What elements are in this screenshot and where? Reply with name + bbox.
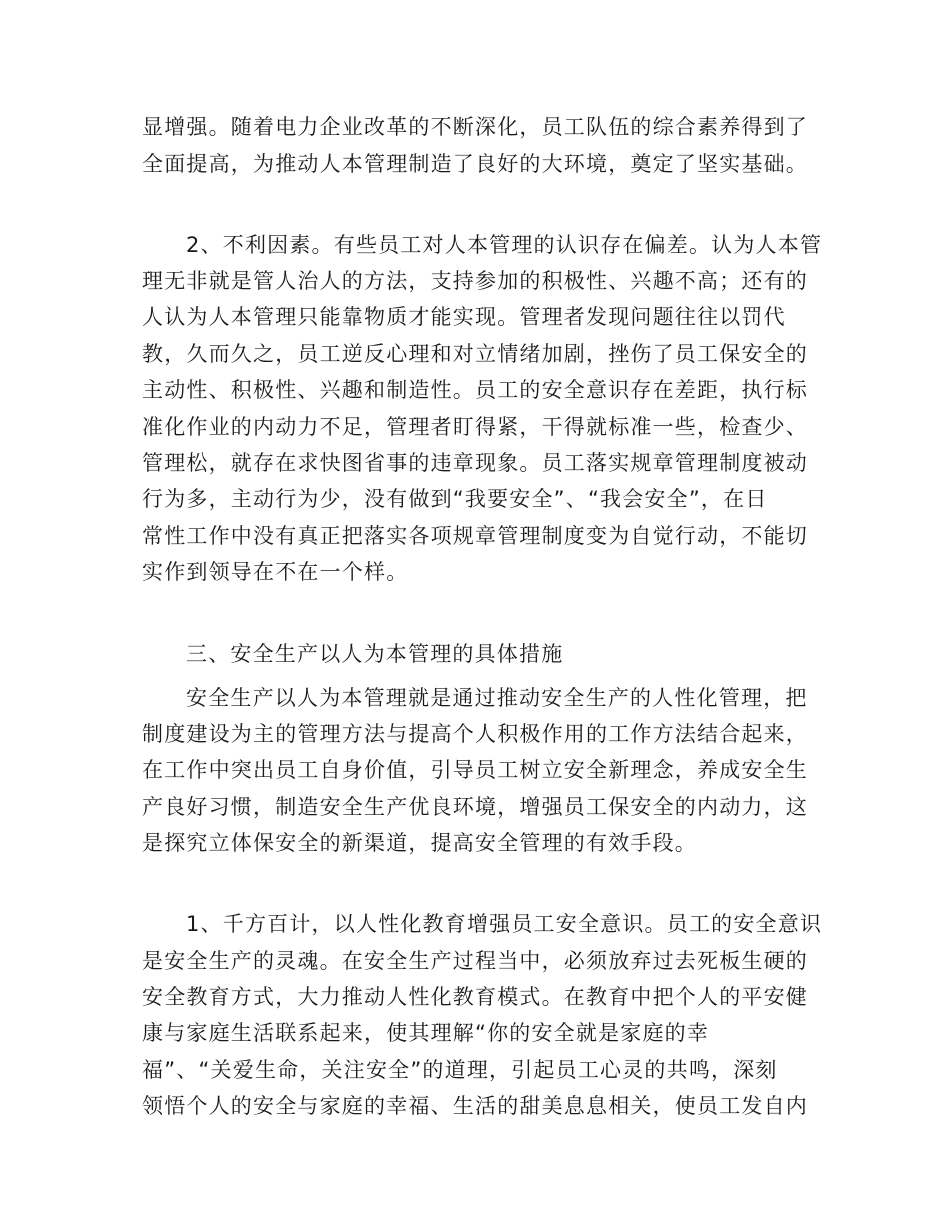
paragraph-2-line-8: 行为多，主动行为少，没有做到“我要安全”、“我会安全”，在日 (142, 487, 768, 511)
paragraph-2-line-6: 准化作业的内动力不足，管理者盯得紧，干得就标准一些，检查少、 (142, 415, 808, 439)
paragraph-1-line-2: 全面提高，为推动人本管理制造了良好的大环境，奠定了坚实基础。 (142, 152, 808, 176)
paragraph-2-line-9: 常性工作中没有真正把落实各项规章管理制度变为自觉行动，不能切 (142, 524, 808, 548)
paragraph-2-line-1: 2、不利因素。有些员工对人本管理的认识存在偏差。认为人本管 (186, 233, 823, 257)
paragraph-2-line-4: 教，久而久之，员工逆反心理和对立情绪加剧，挫伤了员工保安全的 (142, 342, 808, 366)
section-heading: 三、安全生产以人为本管理的具体措施 (186, 642, 564, 666)
paragraph-4-line-5: 福”、“关爱生命，关注安全”的道理，引起员工心灵的共鸣，深刻 (142, 1058, 778, 1082)
paragraph-4-line-3: 安全教育方式，大力推动人性化教育模式。在教育中把个人的平安健 (142, 985, 808, 1009)
paragraph-2-line-3: 人认为人本管理只能靠物质才能实现。管理者发现问题往往以罚代 (142, 305, 786, 329)
paragraph-3-line-5: 是探究立体保安全的新渠道，提高安全管理的有效手段。 (142, 831, 697, 855)
paragraph-4-line-1: 1、千方百计，以人性化教育增强员工安全意识。员工的安全意识 (186, 912, 823, 936)
paragraph-1-line-1: 显增强。随着电力企业改革的不断深化，员工队伍的综合素养得到了 (142, 115, 808, 139)
paragraph-2-line-10: 实作到领导在不在一个样。 (142, 560, 409, 584)
paragraph-2-line-5: 主动性、积极性、兴趣和制造性。员工的安全意识存在差距，执行标 (142, 378, 808, 402)
paragraph-2-line-7: 管理松，就存在求快图省事的违章现象。员工落实规章管理制度被动 (142, 451, 808, 475)
paragraph-2-line-2: 理无非就是管人治人的方法，支持参加的积极性、兴趣不高；还有的 (142, 269, 808, 293)
paragraph-4-line-4: 康与家庭生活联系起来，使其理解“你的安全就是家庭的幸 (142, 1021, 710, 1045)
paragraph-3-line-1: 安全生产以人为本管理就是通过推动安全生产的人性化管理，把 (186, 686, 808, 710)
paragraph-3-line-4: 产良好习惯，制造安全生产优良环境，增强员工保安全的内动力，这 (142, 795, 808, 819)
paragraph-3-line-3: 在工作中突出员工自身价值，引导员工树立安全新理念，养成安全生 (142, 758, 808, 782)
paragraph-3-line-2: 制度建设为主的管理方法与提高个人积极作用的工作方法结合起来， (142, 722, 808, 746)
paragraph-4-line-2: 是安全生产的灵魂。在安全生产过程当中，必须放弃过去死板生硬的 (142, 949, 808, 973)
paragraph-4-line-6: 领悟个人的安全与家庭的幸福、生活的甜美息息相关，使员工发自内 (142, 1094, 808, 1118)
